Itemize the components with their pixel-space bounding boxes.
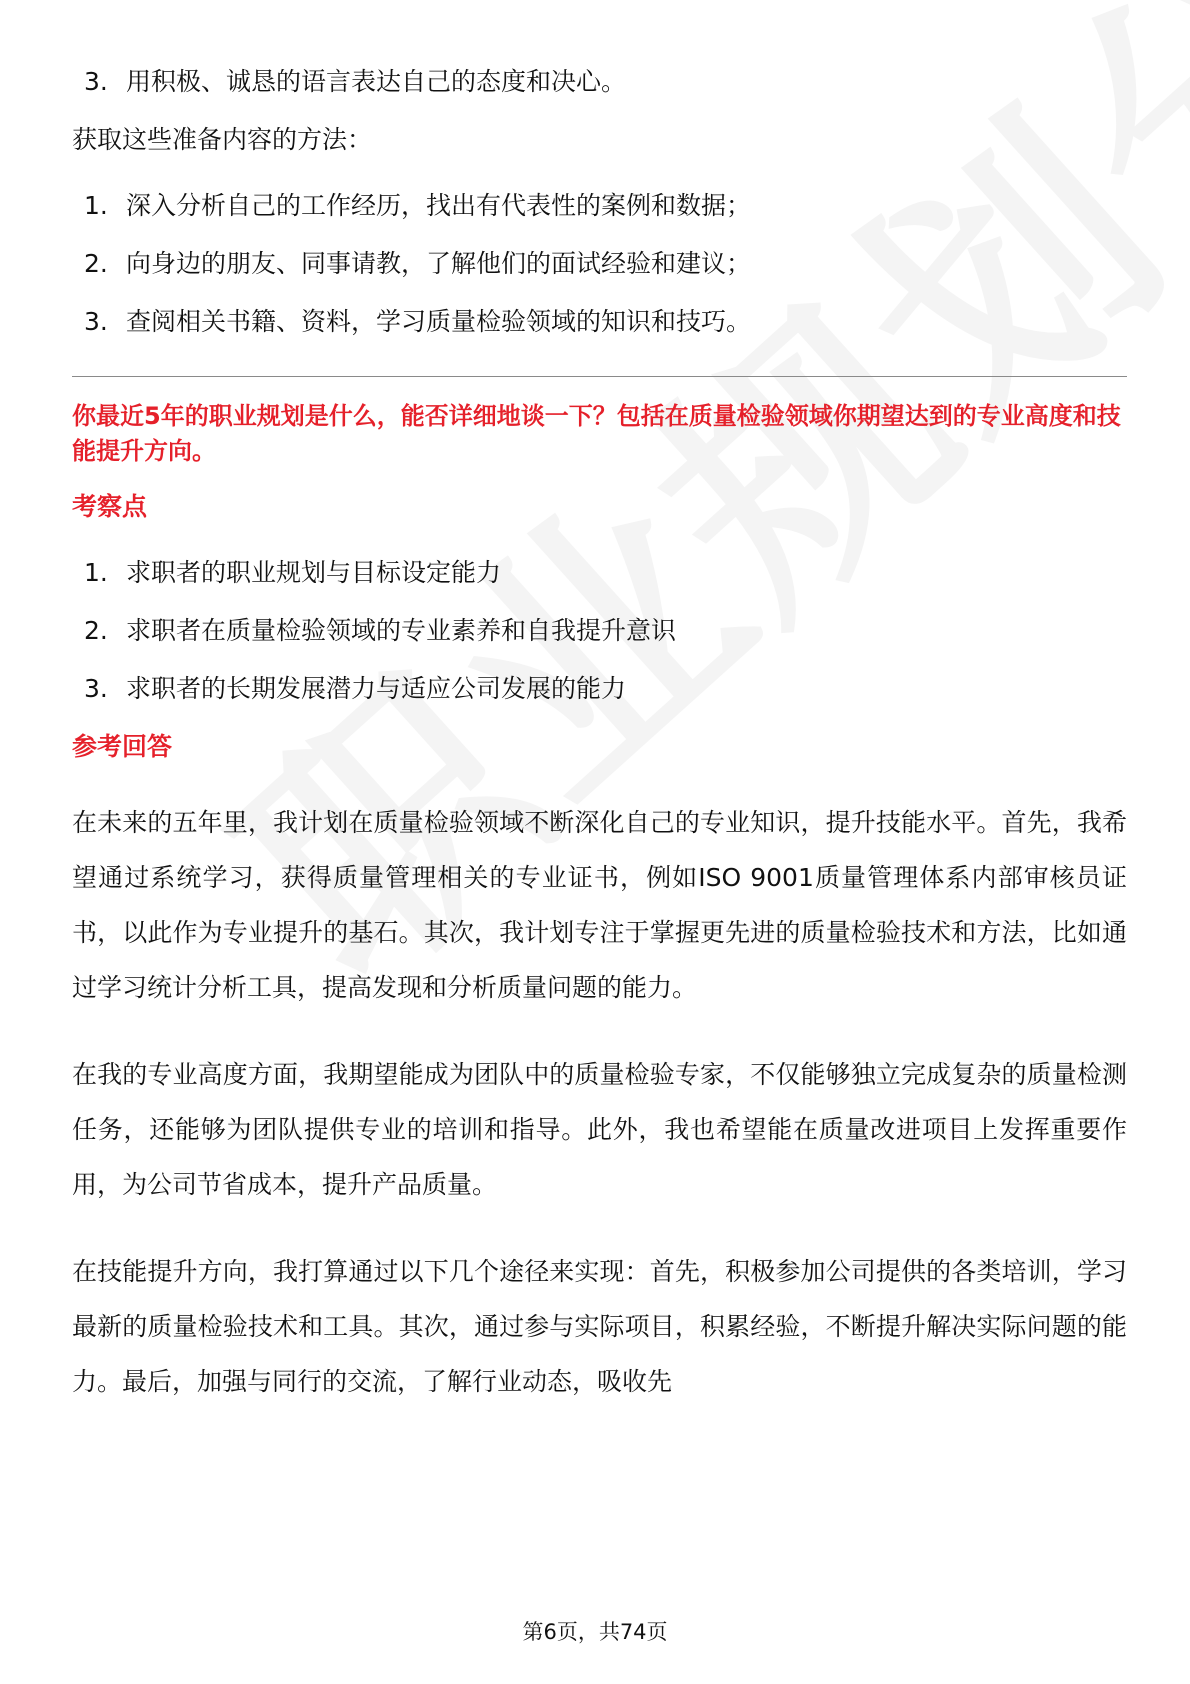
document-page — [72, 64, 1127, 1441]
methods-title: 获取这些准备内容的方法： — [72, 125, 373, 154]
list-item: 3. 求职者的长期发展潜力与适应公司发展的能力 — [84, 674, 627, 703]
list-item: 3. 用积极、诚恳的语言表达自己的态度和决心。 — [84, 67, 627, 96]
list-item: 3. 查阅相关书籍、资料，学习质量检验领域的知识和技巧。 — [84, 307, 752, 336]
answer-title: 参考回答 — [72, 732, 173, 761]
page-footer: 第6页，共74页 — [522, 1620, 668, 1644]
answer-paragraph: 在未来的五年里，我计划在质量检验领域不断深化自己的专业知识，提升技能水平。首先，我希望通过系统学习，获得质量管理相关的专业证书，例如ISO 9001质量管理体系内部审核员证书，以此作为专业提升的基石。其次，我计划专注于掌握更先进的质量检验技术和方法，比如通过学习统计分析工具，提高发现和分析质量问题的能力。 — [72, 808, 1127, 1002]
kaochadian-title: 考察点 — [72, 492, 148, 521]
kaochadian-list — [72, 555, 1127, 707]
answer-paragraph: 在我的专业高度方面，我期望能成为团队中的质量检验专家，不仅能够独立完成复杂的质量检测任务，还能够为团队提供专业的培训和指导。此外，我也希望能在质量改进项目上发挥重要作用，为公司节省成本，提升产品质量。 — [72, 1060, 1127, 1199]
question-heading: 你最近5年的职业规划是什么，能否详细地谈一下？包括在质量检验领域你期望达到的专业高度和技能提升方向。 — [72, 402, 1121, 465]
list-item: 1. 深入分析自己的工作经历，找出有代表性的案例和数据； — [84, 191, 752, 220]
top-list — [72, 64, 1127, 100]
answer-body — [72, 795, 1127, 1409]
methods-list — [72, 188, 1127, 340]
list-item: 1. 求职者的职业规划与目标设定能力 — [84, 558, 502, 587]
section-divider — [72, 376, 1127, 377]
list-item: 2. 求职者在质量检验领域的专业素养和自我提升意识 — [84, 616, 677, 645]
list-item: 2. 向身边的朋友、同事请教，了解他们的面试经验和建议； — [84, 249, 752, 278]
answer-paragraph: 在技能提升方向，我打算通过以下几个途径来实现：首先，积极参加公司提供的各类培训，学习最新的质量检验技术和工具。其次，通过参与实际项目，积累经验，不断提升解决实际问题的能力。最后，加强与同行的交流，了解行业动态，吸收先 — [72, 1257, 1127, 1396]
